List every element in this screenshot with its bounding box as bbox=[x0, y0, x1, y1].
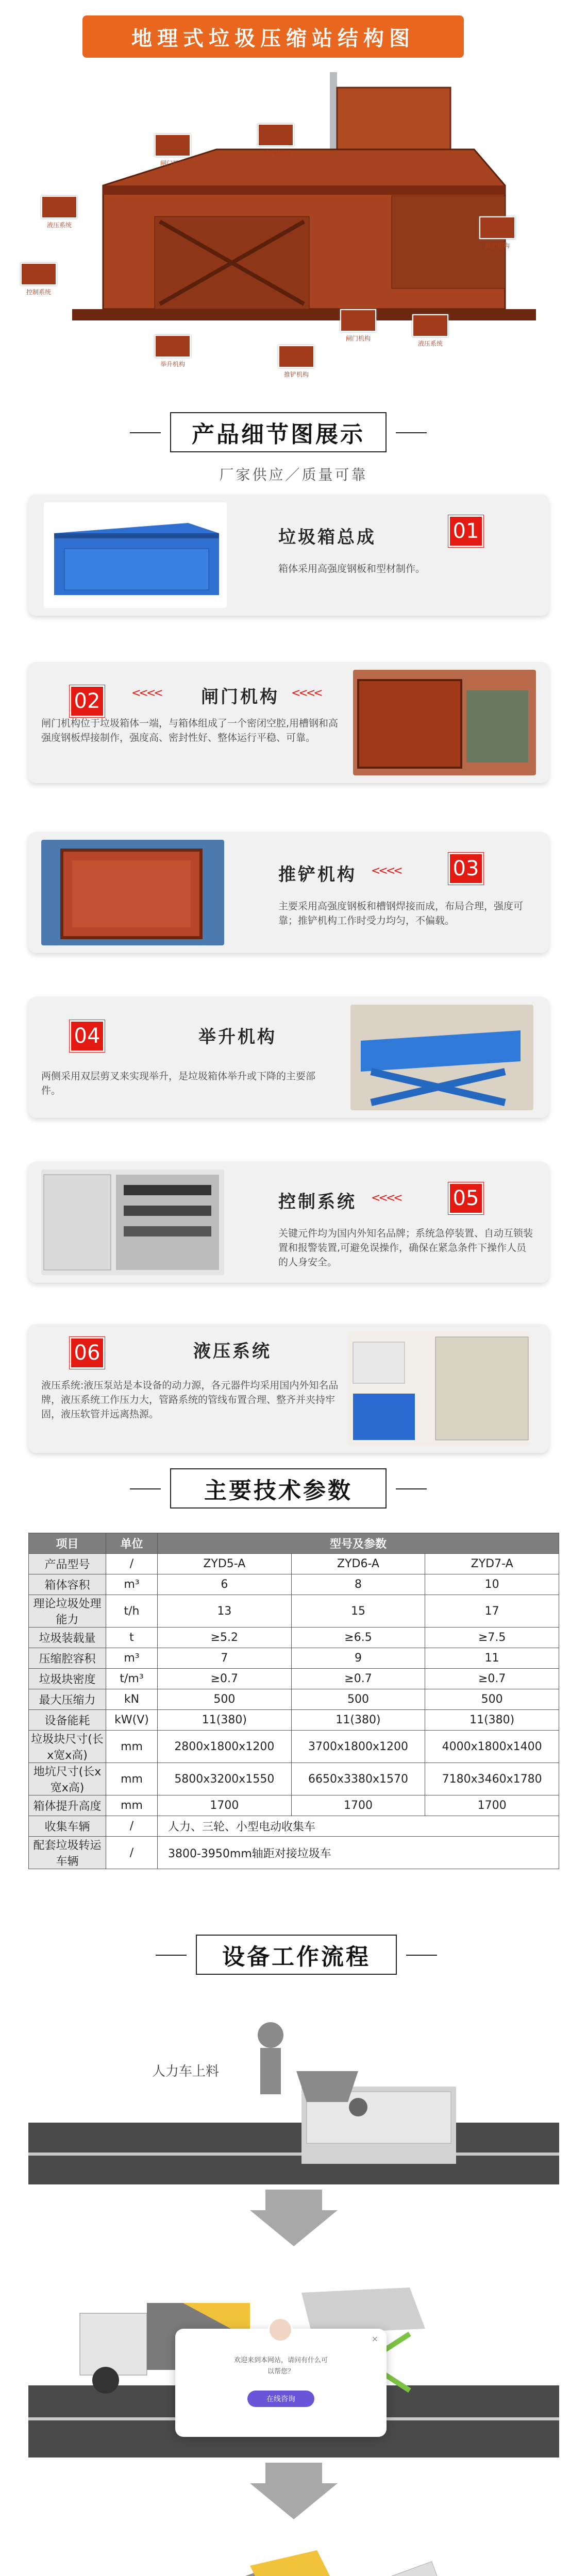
callout-label: 举升机构 bbox=[160, 361, 185, 368]
spec-cell: m³ bbox=[106, 1648, 158, 1669]
step3-illustration bbox=[28, 2519, 559, 2576]
callout-box bbox=[258, 124, 294, 157]
spec-cell: 5800x3200x1550 bbox=[158, 1763, 292, 1795]
step1-label: 人力车上料 bbox=[152, 2064, 220, 2079]
structure-diagram bbox=[0, 67, 587, 402]
callout-label: 推铲机构 bbox=[283, 371, 309, 378]
card-number: 02 bbox=[70, 685, 105, 717]
spec-cell: 人力、三轮、小型电动收集车 bbox=[158, 1816, 559, 1837]
spec-body bbox=[29, 1554, 559, 1869]
spec-cell: 11(380) bbox=[291, 1710, 425, 1731]
spec-cell: ZYD6-A bbox=[291, 1554, 425, 1574]
callout-thumb bbox=[41, 196, 77, 218]
spec-cell: 最大压缩力 bbox=[29, 1689, 106, 1710]
spec-cell: 理论垃圾处理能力 bbox=[29, 1595, 106, 1628]
spec-cell: t bbox=[106, 1628, 158, 1648]
spec-section-title: 主要技术参数 bbox=[170, 1468, 387, 1509]
spec-cell: 配套垃圾转运车辆 bbox=[29, 1837, 106, 1869]
spec-row bbox=[29, 1669, 559, 1689]
callout-label: 推铲机构 bbox=[484, 242, 510, 249]
spec-cell: 箱体提升高度 bbox=[29, 1795, 106, 1816]
step1-illustration bbox=[28, 1994, 559, 2190]
spec-cell: ≥0.7 bbox=[291, 1669, 425, 1689]
spec-cell: 6 bbox=[158, 1574, 292, 1595]
spec-cell: ≥0.7 bbox=[158, 1669, 292, 1689]
card-number: 06 bbox=[70, 1337, 105, 1369]
callout-thumb bbox=[340, 309, 376, 332]
callout-label: 闸门机构 bbox=[345, 335, 371, 342]
spec-cell: 垃圾块尺寸(长x宽x高) bbox=[29, 1731, 106, 1763]
spec-cell: 收集车辆 bbox=[29, 1816, 106, 1837]
spec-cell: 产品型号 bbox=[29, 1554, 106, 1574]
spec-row bbox=[29, 1710, 559, 1731]
spec-cell: 3800-3950mm轴距对接垃圾车 bbox=[158, 1837, 559, 1869]
spec-row bbox=[29, 1574, 559, 1595]
lift-photo bbox=[350, 1005, 533, 1110]
base-frame bbox=[72, 309, 536, 320]
callout-thumb bbox=[278, 345, 314, 368]
spec-row bbox=[29, 1628, 559, 1648]
card-title: 控制系统 bbox=[278, 1192, 357, 1212]
spec-cell: 500 bbox=[425, 1689, 559, 1710]
card-desc: 关键元件均为国内外知名品牌；系统急停装置、自动互锁装置和报警装置,可避免误操作，确保在紧急条件下操作人员的人身安全。 bbox=[278, 1228, 533, 1268]
spec-cell: 垃圾装载量 bbox=[29, 1628, 106, 1648]
detail-section-title: 产品细节图展示 bbox=[170, 412, 387, 452]
spec-row bbox=[29, 1763, 559, 1795]
spec-cell: 500 bbox=[158, 1689, 292, 1710]
banner-title: 地理式垃圾压缩站结构图 bbox=[82, 15, 464, 58]
chat-message-2: 以帮您？ bbox=[267, 2368, 294, 2376]
spec-cell: 设备能耗 bbox=[29, 1710, 106, 1731]
spec-cell: 11 bbox=[425, 1648, 559, 1669]
header-item: 项目 bbox=[29, 1533, 106, 1554]
callout-gate bbox=[155, 134, 191, 167]
card-number: 01 bbox=[448, 515, 483, 547]
close-icon[interactable]: × bbox=[371, 2334, 378, 2344]
callout-thumb bbox=[155, 134, 191, 157]
spec-header-row bbox=[29, 1533, 559, 1554]
spec-cell: / bbox=[106, 1816, 158, 1837]
spec-cell: 9 bbox=[291, 1648, 425, 1669]
arrow-deco: <<<< bbox=[371, 1192, 401, 1205]
spec-cell: 7180x3460x1780 bbox=[425, 1763, 559, 1795]
spec-cell: 地坑尺寸(长x宽x高) bbox=[29, 1763, 106, 1795]
flow-step-1 bbox=[28, 1994, 559, 2190]
spec-cell: mm bbox=[106, 1763, 158, 1795]
spec-row bbox=[29, 1731, 559, 1763]
arrow-deco: <<<< bbox=[371, 865, 401, 877]
card-desc: 两侧采用双层剪叉来实现举升，是垃圾箱体举升或下降的主要部件。 bbox=[41, 1071, 316, 1096]
spec-table bbox=[28, 1533, 559, 1869]
callout-thumb bbox=[479, 216, 515, 239]
card-title: 垃圾箱总成 bbox=[278, 527, 376, 548]
spec-row bbox=[29, 1554, 559, 1574]
callout-thumb bbox=[21, 263, 57, 285]
spec-cell: 1700 bbox=[291, 1795, 425, 1816]
callout-hydraulic-2 bbox=[412, 314, 448, 348]
spec-cell: ≥5.2 bbox=[158, 1628, 292, 1648]
spec-cell: 1700 bbox=[425, 1795, 559, 1816]
card-desc: 箱体采用高强度钢板和型材制作。 bbox=[278, 563, 426, 574]
gate-photo bbox=[353, 670, 536, 775]
detail-card-box bbox=[28, 495, 549, 616]
spec-cell: / bbox=[106, 1554, 158, 1574]
callout-hydraulic bbox=[41, 196, 77, 229]
spec-cell: 10 bbox=[425, 1574, 559, 1595]
detail-card-hydraulic bbox=[28, 1324, 549, 1453]
avatar bbox=[268, 2317, 293, 2342]
callout-label: 垃圾箱总成 bbox=[260, 149, 291, 157]
card-title: 闸门机构 bbox=[201, 687, 279, 707]
spec-cell: 17 bbox=[425, 1595, 559, 1628]
box-photo bbox=[44, 502, 227, 608]
spec-cell: 4000x1800x1400 bbox=[425, 1731, 559, 1763]
callout-push-2 bbox=[278, 345, 314, 379]
control-photo bbox=[41, 1170, 224, 1275]
card-number: 03 bbox=[448, 853, 483, 885]
detail-card-push bbox=[28, 832, 549, 953]
arrow-deco: <<<< bbox=[291, 687, 321, 700]
callout-push bbox=[479, 216, 515, 250]
spec-cell: ZYD7-A bbox=[425, 1554, 559, 1574]
spec-cell: 2800x1800x1200 bbox=[158, 1731, 292, 1763]
spec-row bbox=[29, 1595, 559, 1628]
spec-cell: mm bbox=[106, 1731, 158, 1763]
flow-arrow-down bbox=[250, 2190, 338, 2246]
card-number: 04 bbox=[70, 1020, 105, 1052]
spec-cell: t/m³ bbox=[106, 1669, 158, 1689]
callout-thumb bbox=[258, 124, 294, 146]
spec-cell: ≥6.5 bbox=[291, 1628, 425, 1648]
callout-gate-2 bbox=[340, 309, 376, 343]
header-unit: 单位 bbox=[106, 1533, 158, 1554]
spec-cell: kW(V) bbox=[106, 1710, 158, 1731]
spec-cell: 11(380) bbox=[158, 1710, 292, 1731]
spec-cell: ZYD5-A bbox=[158, 1554, 292, 1574]
hydraulic-photo bbox=[348, 1332, 531, 1445]
flow-arrow-down bbox=[250, 2463, 338, 2519]
callout-thumb bbox=[412, 314, 448, 337]
spec-cell: 13 bbox=[158, 1595, 292, 1628]
flow-section-title: 设备工作流程 bbox=[196, 1935, 397, 1975]
spec-cell: t/h bbox=[106, 1595, 158, 1628]
spec-row bbox=[29, 1837, 559, 1869]
card-desc: 液压系统:液压泵站是本设备的动力源，各元器件均采用国内外知名品牌，液压系统工作压力大，管路系统的管线布置合理、整齐并夹持牢固，液压软管并远离热源。 bbox=[41, 1380, 339, 1420]
detail-card-gate bbox=[28, 662, 549, 783]
spec-row bbox=[29, 1816, 559, 1837]
spec-cell: ≥7.5 bbox=[425, 1628, 559, 1648]
spec-cell: ≥0.7 bbox=[425, 1669, 559, 1689]
chat-message-1: 欢迎来到本网站，请问有什么可 bbox=[233, 2357, 328, 2364]
callout-label: 液压系统 bbox=[46, 222, 72, 229]
push-photo bbox=[41, 840, 224, 945]
spec-cell: kN bbox=[106, 1689, 158, 1710]
card-title: 举升机构 bbox=[198, 1027, 277, 1047]
callout-label: 闸门机构 bbox=[160, 160, 185, 167]
top-rim bbox=[103, 185, 505, 195]
spec-cell: 1700 bbox=[158, 1795, 292, 1816]
flow-step-3 bbox=[28, 2519, 559, 2576]
chat-popup[interactable] bbox=[175, 2329, 387, 2437]
spec-cell: 8 bbox=[291, 1574, 425, 1595]
spec-cell: / bbox=[106, 1837, 158, 1869]
header-group: 型号及参数 bbox=[158, 1533, 559, 1554]
consult-button[interactable]: 在线咨询 bbox=[247, 2391, 314, 2407]
spec-row bbox=[29, 1648, 559, 1669]
spec-cell: 箱体容积 bbox=[29, 1574, 106, 1595]
spec-cell: 11(380) bbox=[425, 1710, 559, 1731]
callout-label: 控制系统 bbox=[26, 289, 51, 296]
spec-cell: m³ bbox=[106, 1574, 158, 1595]
callout-thumb bbox=[155, 335, 191, 358]
card-title: 液压系统 bbox=[193, 1341, 272, 1362]
callout-control bbox=[21, 263, 57, 296]
card-desc: 闸门机构位于垃圾箱体一端，与箱体组成了一个密闭空腔,用槽钢和高强度钢板焊接制作，强度高、密封性好、整体运行平稳、可靠。 bbox=[41, 718, 339, 743]
spec-cell: 7 bbox=[158, 1648, 292, 1669]
spec-row bbox=[29, 1689, 559, 1710]
spec-cell: 3700x1800x1200 bbox=[291, 1731, 425, 1763]
callout-lift bbox=[155, 335, 191, 368]
detail-card-control bbox=[28, 1162, 549, 1283]
arrow-deco: <<<< bbox=[131, 687, 161, 700]
spec-cell: 垃圾块密度 bbox=[29, 1669, 106, 1689]
detail-card-lift bbox=[28, 997, 549, 1118]
spec-cell: mm bbox=[106, 1795, 158, 1816]
callout-label: 液压系统 bbox=[417, 340, 443, 347]
card-desc: 主要采用高强度钢板和槽钢焊接而成，布局合理，强度可靠；推铲机构工作时受力均匀，不偏载。 bbox=[278, 901, 524, 926]
spec-cell: 压缩腔容积 bbox=[29, 1648, 106, 1669]
spec-cell: 6650x3380x1570 bbox=[291, 1763, 425, 1795]
card-number: 05 bbox=[448, 1182, 483, 1214]
detail-subtitle: 厂家供应／质量可靠 bbox=[219, 466, 368, 483]
spec-cell: 500 bbox=[291, 1689, 425, 1710]
spec-cell: 15 bbox=[291, 1595, 425, 1628]
card-title: 推铲机构 bbox=[278, 865, 357, 885]
spec-row bbox=[29, 1795, 559, 1816]
